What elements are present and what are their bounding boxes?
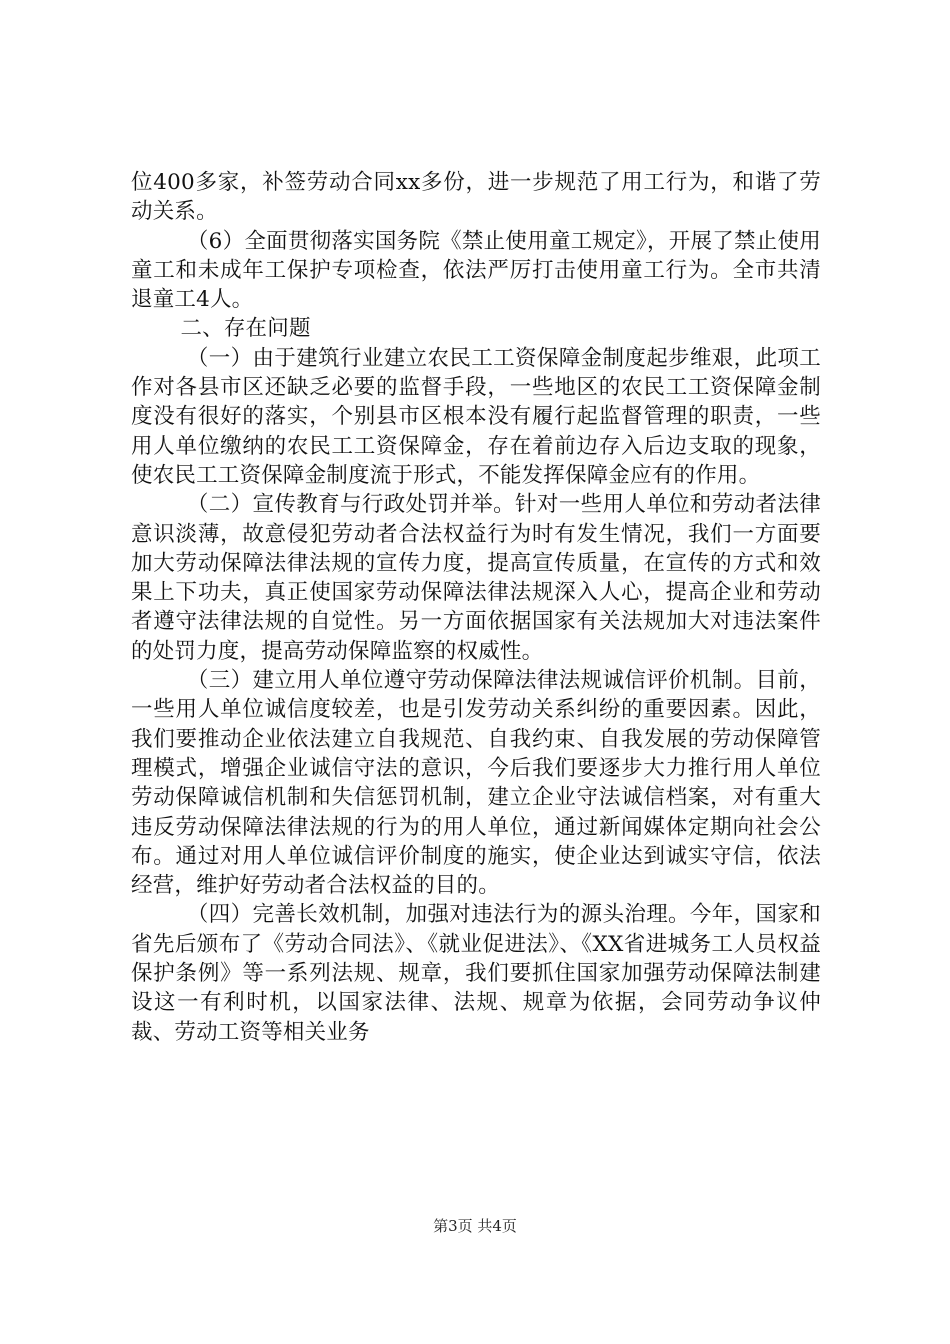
page-footer xyxy=(0,1216,950,1236)
paragraph-problem-1: （一）由于建筑行业建立农民工工资保障金制度起步维艰，此项工作对各县市区还缺乏必要的监督手段，一些地区的农民工工资保障金制度没有很好的落实，个别县市区根本没有履行起监督管理的职责，一些用人单位缴纳的农民工工资保障金，存在着前边存入后边支取的现象，使农民工工资保障金制度流于形式，不能发挥保障金应有的作用。 xyxy=(131,345,821,488)
paragraph-problem-4: （四）完善长效机制，加强对违法行为的源头治理。今年，国家和省先后颁布了《劳动合同法》、《就业促进法》、《XX省进城务工人员权益保护条例》等一系列法规、规章，我们要抓住国家加强劳动保障法制建设这一有利时机，以国家法律、法规、规章为依据，会同劳动争议仲裁、劳动工资等相关业务 xyxy=(131,902,821,1045)
paragraph-problem-2: （二）宣传教育与行政处罚并举。针对一些用人单位和劳动者法律意识淡薄，故意侵犯劳动者合法权益行为时有发生情况，我们一方面要加大劳动保障法律法规的宣传力度，提高宣传质量，在宣传的方式和效果上下功夫，真正使国家劳动保障法律法规深入人心，提高企业和劳动者遵守法律法规的自觉性。另一方面依据国家有关法规加大对违法案件的处罚力度，提高劳动保障监察的权威性。 xyxy=(131,492,821,664)
paragraph-2: （6）全面贯彻落实国务院《禁止使用童工规定》，开展了禁止使用童工和未成年工保护专项检查，依法严厉打击使用童工行为。全市共清退童工4人。 xyxy=(131,228,821,313)
page-number-label: 第3页 共4页 xyxy=(433,1217,517,1235)
paragraph-problem-3: （三）建立用人单位遵守劳动保障法律法规诚信评价机制。目前，一些用人单位诚信度较差，也是引发劳动关系纠纷的重要因素。因此，我们要推动企业依法建立自我规范、自我约束、自我发展的劳动保障管理模式，增强企业诚信守法的意识，今后我们要逐步大力推行用人单位劳动保障诚信机制和失信惩罚机制，建立企业守法诚信档案，对有重大违反劳动保障法律法规的行为的用人单位，通过新闻媒体定期向社会公布。通过对用人单位诚信评价制度的施实，使企业达到诚实守信，依法经营，维护好劳动者合法权益的目的。 xyxy=(131,668,821,899)
document-body xyxy=(131,168,821,1047)
section-heading-problems: 二、存在问题 xyxy=(180,316,311,342)
paragraph-1: 位400多家，补签劳动合同xx多份，进一步规范了用工行为，和谐了劳动关系。 xyxy=(131,170,821,225)
